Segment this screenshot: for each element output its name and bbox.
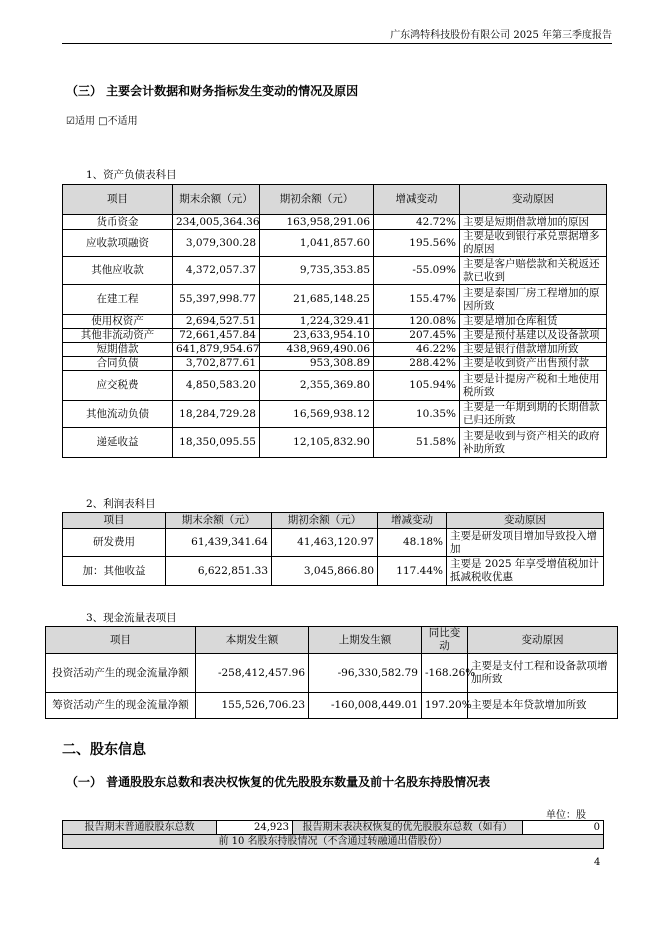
page-header: 广东鸿特科技股份有限公司 2025 年第三季度报告: [390, 30, 612, 41]
shareholder-subheading: （一） 普通股股东总数和表决权恢复的优先股股东数量及前十名股东持股情况表: [66, 775, 491, 789]
cell-item: 其他非流动资产: [63, 329, 173, 343]
cell-end-balance: 4,372,057.37: [173, 257, 260, 285]
cell-change-reason: 主要是短期借款增加的原因: [460, 215, 607, 230]
cell-begin-balance: -160,008,449.01: [309, 693, 422, 719]
cell-item: 在建工程: [63, 285, 173, 315]
cell-end-balance: 3,079,300.28: [173, 230, 260, 257]
column-header: 项目: [63, 513, 166, 529]
cell-change-reason: 主要是 2025 年享受增值税加计抵减税收优惠: [447, 557, 604, 586]
common-holders-label: 报告期末普通股股东总数: [63, 821, 217, 835]
cell-begin-balance: 2,355,369.80: [260, 371, 374, 401]
cell-change-rate: 51.58%: [374, 428, 460, 458]
table-header-row: [63, 513, 604, 529]
column-header: 增减变动: [374, 185, 460, 215]
cell-begin-balance: 12,105,832.90: [260, 428, 374, 458]
column-header: 变动原因: [447, 513, 604, 529]
preferred-holders-label: 报告期末表决权恢复的优先股股东总数（如有）: [293, 821, 523, 835]
table-row: [63, 329, 607, 343]
cell-change-reason: 主要是增加仓库租赁: [460, 315, 607, 329]
cell-item: 应交税费: [63, 371, 173, 401]
column-header: 期初余额（元）: [260, 185, 374, 215]
table-row: [63, 371, 607, 401]
column-header: 上期发生额: [309, 627, 422, 654]
cell-end-balance: 641,879,954.67: [173, 343, 260, 357]
table3-title: 3、现金流量表项目: [86, 612, 177, 624]
section-two-heading: 二、股东信息: [62, 742, 146, 758]
cell-change-rate: 46.22%: [374, 343, 460, 357]
table-row: [63, 315, 607, 329]
page-number: 4: [594, 857, 601, 868]
cell-item: 投资活动产生的现金流量净额: [46, 654, 196, 693]
cell-end-balance: 155,526,706.23: [196, 693, 309, 719]
table-header-row: [63, 185, 607, 215]
column-header: 增减变动: [378, 513, 447, 529]
cell-change-rate: 207.45%: [374, 329, 460, 343]
cell-change-reason: 主要是预付基建以及设备款项: [460, 329, 607, 343]
cell-change-rate: 288.42%: [374, 357, 460, 371]
cell-end-balance: 18,350,095.55: [173, 428, 260, 458]
unit-label: 单位：股: [546, 810, 586, 821]
cell-end-balance: 61,439,341.64: [166, 529, 272, 557]
header-rule: [62, 43, 612, 44]
table-row: [63, 215, 607, 230]
cell-change-reason: 主要是客户赔偿款和关税返还款已收到: [460, 257, 607, 285]
cell-change-reason: 主要是支付工程和设备款项增加所致: [468, 654, 618, 693]
cell-change-reason: 主要是泰国厂房工程增加的原因所致: [460, 285, 607, 315]
table-row: [63, 343, 607, 357]
common-holders-value: 24,923: [217, 821, 293, 835]
cell-begin-balance: 953,308.89: [260, 357, 374, 371]
table-row: [63, 529, 604, 557]
section-heading: （三） 主要会计数据和财务指标发生变动的情况及原因: [66, 84, 359, 98]
cell-begin-balance: 1,041,857.60: [260, 230, 374, 257]
cell-begin-balance: 21,685,148.25: [260, 285, 374, 315]
cell-item: 使用权资产: [63, 315, 173, 329]
cell-item: 递延收益: [63, 428, 173, 458]
column-header: 同比变动: [422, 627, 468, 654]
cell-change-rate: 117.44%: [378, 557, 447, 586]
cell-begin-balance: 23,633,954.10: [260, 329, 374, 343]
cell-change-rate: -168.26%: [422, 654, 468, 693]
cell-change-rate: -55.09%: [374, 257, 460, 285]
cell-begin-balance: 438,969,490.06: [260, 343, 374, 357]
cell-change-rate: 10.35%: [374, 401, 460, 428]
top10-holders-header: 前 10 名股东持股情况（不含通过转融通出借股份）: [63, 835, 604, 849]
table-row: [63, 428, 607, 458]
cell-end-balance: -258,412,457.96: [196, 654, 309, 693]
table-row: [63, 230, 607, 257]
shareholder-summary-table: [62, 820, 604, 849]
table-row: [63, 285, 607, 315]
preferred-holders-value: 0: [523, 821, 604, 835]
table-header-row: [46, 627, 618, 654]
column-header: 期末余额（元）: [173, 185, 260, 215]
column-header: 变动原因: [468, 627, 618, 654]
cell-item: 货币资金: [63, 215, 173, 230]
table-row: [63, 257, 607, 285]
cell-item: 加：其他收益: [63, 557, 166, 586]
table-row: [46, 693, 618, 719]
cell-change-reason: 主要是收到银行承兑票据增多的原因: [460, 230, 607, 257]
cell-change-reason: 主要是一年期到期的长期借款已归还所致: [460, 401, 607, 428]
cell-end-balance: 18,284,729.28: [173, 401, 260, 428]
cell-change-reason: 主要是收到与资产相关的政府补助所致: [460, 428, 607, 458]
table2-title: 2、利润表科目: [86, 498, 156, 510]
cell-begin-balance: 9,735,353.85: [260, 257, 374, 285]
balance-sheet-table: [62, 184, 607, 458]
cell-change-reason: 主要是银行借款增加所致: [460, 343, 607, 357]
column-header: 期末余额（元）: [166, 513, 272, 529]
cell-end-balance: 234,005,364.36: [173, 215, 260, 230]
cell-change-rate: 48.18%: [378, 529, 447, 557]
cell-begin-balance: 3,045,866.80: [272, 557, 378, 586]
cell-change-rate: 120.08%: [374, 315, 460, 329]
cell-change-reason: 主要是研发项目增加导致投入增加: [447, 529, 604, 557]
cell-item: 应收款项融资: [63, 230, 173, 257]
cell-change-reason: 主要是计提房产税和土地使用税所致: [460, 371, 607, 401]
cell-change-reason: 主要是本年贷款增加所致: [468, 693, 618, 719]
table-row: [63, 401, 607, 428]
cell-change-reason: 主要是收到资产出售预付款: [460, 357, 607, 371]
cell-item: 其他应收款: [63, 257, 173, 285]
income-statement-table: [62, 512, 604, 586]
cell-end-balance: 55,397,998.77: [173, 285, 260, 315]
cell-begin-balance: 16,569,938.12: [260, 401, 374, 428]
cell-item: 研发费用: [63, 529, 166, 557]
cell-item: 合同负债: [63, 357, 173, 371]
cell-change-rate: 197.20%: [422, 693, 468, 719]
cell-begin-balance: 163,958,291.06: [260, 215, 374, 230]
table-row: [46, 654, 618, 693]
cell-item: 筹资活动产生的现金流量净额: [46, 693, 196, 719]
table1-title: 1、资产负债表科目: [86, 169, 177, 181]
cell-begin-balance: 1,224,329.41: [260, 315, 374, 329]
column-header: 本期发生额: [196, 627, 309, 654]
table-row: [63, 557, 604, 586]
cell-end-balance: 3,702,877.61: [173, 357, 260, 371]
cell-item: 短期借款: [63, 343, 173, 357]
table-row: [63, 357, 607, 371]
applicability-checkbox-line: ☑适用 □不适用: [66, 116, 138, 127]
cell-begin-balance: -96,330,582.79: [309, 654, 422, 693]
column-header: 期初余额（元）: [272, 513, 378, 529]
column-header: 项目: [46, 627, 196, 654]
cell-begin-balance: 41,463,120.97: [272, 529, 378, 557]
cell-end-balance: 2,694,527.51: [173, 315, 260, 329]
cash-flow-table: [45, 626, 618, 719]
cell-change-rate: 105.94%: [374, 371, 460, 401]
column-header: 变动原因: [460, 185, 607, 215]
cell-change-rate: 155.47%: [374, 285, 460, 315]
cell-item: 其他流动负债: [63, 401, 173, 428]
cell-end-balance: 4,850,583.20: [173, 371, 260, 401]
cell-end-balance: 72,661,457.84: [173, 329, 260, 343]
column-header: 项目: [63, 185, 173, 215]
cell-change-rate: 195.56%: [374, 230, 460, 257]
cell-end-balance: 6,622,851.33: [166, 557, 272, 586]
cell-change-rate: 42.72%: [374, 215, 460, 230]
